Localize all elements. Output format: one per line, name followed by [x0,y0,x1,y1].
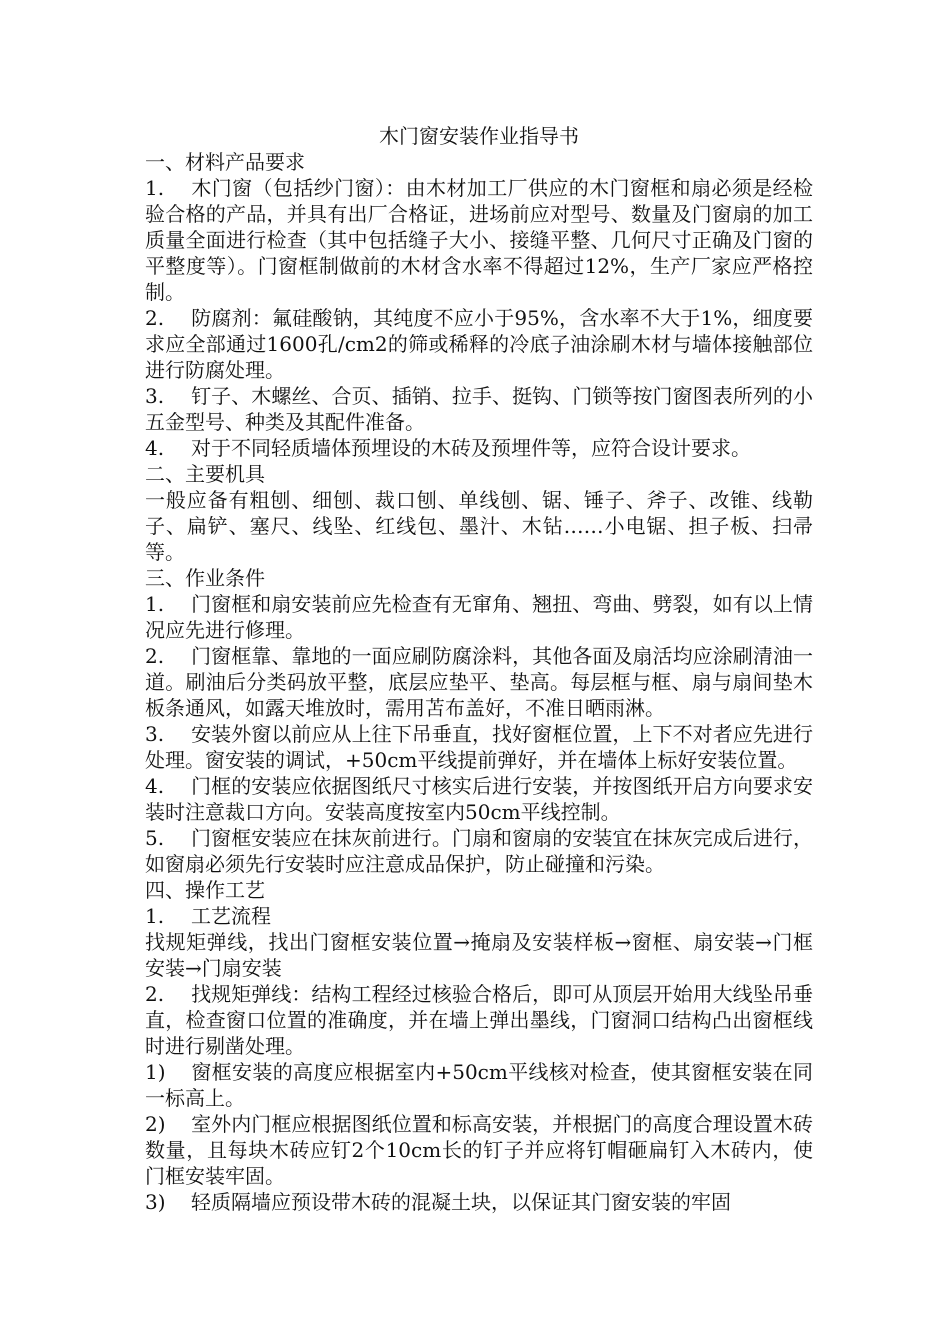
section-materials [145,149,813,461]
paragraph [145,825,813,877]
paragraph-text: 一般应备有粗刨、细刨、裁口刨、单线刨、锯、锤子、斧子、改锥、线勒子、扁铲、塞尺、线坠、红线包、墨汁、木钻……小电锯、担子板、扫帚等。 [145,488,813,564]
paragraph [145,929,813,981]
paragraph [145,903,813,929]
paragraph-text: 工艺流程 [191,904,271,928]
document-page [145,123,813,1215]
paragraph [145,487,813,565]
paragraph-text: 找规矩弹线：结构工程经过核验合格后，即可从顶层开始用大线坠吊垂直，检查窗口位置的准确度，并在墙上弹出墨线，门窗洞口结构凸出窗框线时进行剔凿处理。 [145,982,813,1058]
section-heading: 一、材料产品要求 [145,150,305,174]
paragraph [145,643,813,721]
paragraph [145,1059,813,1111]
section-tools [145,461,813,565]
paragraph [145,591,813,643]
paragraph-number: 3) [145,1190,166,1214]
paragraph [145,1111,813,1189]
paragraph-text: 门框的安装应依据图纸尺寸核实后进行安装，并按图纸开启方向要求安装时注意裁口方向。安装高度按室内50cm平线控制。 [145,774,813,824]
paragraph-text: 室外内门框应根据图纸位置和标高安装，并根据门的高度合理设置木砖数量，且每块木砖应钉2个10cm长的钉子并应将钉帽砸扁钉入木砖内，使门框安装牢固。 [145,1112,813,1188]
paragraph-number: 2. [145,644,165,668]
paragraph-number: 2) [145,1112,166,1136]
paragraph-text: 对于不同轻质墙体预埋设的木砖及预埋件等，应符合设计要求。 [191,436,751,460]
paragraph-text: 轻质隔墙应预设带木砖的混凝土块，以保证其门窗安装的牢固 [191,1190,731,1214]
paragraph-text: 防腐剂：氟硅酸钠，其纯度不应小于95%，含水率不大于1%，细度要求应全部通过1600孔/cm2的筛或稀释的冷底子油涂刷木材与墙体接触部位进行防腐处理。 [145,306,813,382]
paragraph [145,1189,813,1215]
paragraph-text: 窗框安装的高度应根据室内+50cm平线核对检查，使其窗框安装在同一标高上。 [145,1060,813,1110]
document-title: 木门窗安装作业指导书 [379,124,579,148]
section-heading: 二、主要机具 [145,462,265,486]
paragraph-number: 4. [145,774,165,798]
section-heading: 三、作业条件 [145,566,265,590]
paragraph-number: 5. [145,826,165,850]
paragraph-number: 3. [145,384,165,408]
paragraph-number: 1. [145,592,165,616]
paragraph-text: 木门窗（包括纱门窗）：由木材加工厂供应的木门窗框和扇必须是经检验合格的产品，并具有出厂合格证，进场前应对型号、数量及门窗扇的加工质量全面进行检查（其中包括缝子大小、接缝平整、几何尺寸正确及门窗的平整度等）。门窗框制做前的木材含水率不得超过12%，生产厂家应严格控制。 [145,176,813,304]
paragraph-number: 1. [145,904,165,928]
paragraph-number: 2. [145,982,165,1006]
section-conditions [145,565,813,877]
section-process [145,877,813,1215]
paragraph-text: 门窗框靠、靠地的一面应刷防腐涂料，其他各面及扇活均应涂刷清油一道。刷油后分类码放平整，底层应垫平、垫高。每层框与框、扇与扇间垫木板条通风，如露天堆放时，需用苫布盖好，不准日晒雨淋。 [145,644,813,720]
paragraph [145,305,813,383]
paragraph-number: 4. [145,436,165,460]
paragraph-number: 1) [145,1060,166,1084]
paragraph [145,175,813,305]
paragraph-number: 2. [145,306,165,330]
paragraph-text: 门窗框安装应在抹灰前进行。门扇和窗扇的安装宜在抹灰完成后进行，如窗扇必须先行安装时应注意成品保护，防止碰撞和污染。 [145,826,813,876]
paragraph-text: 安装外窗以前应从上往下吊垂直，找好窗框位置，上下不对者应先进行处理。窗安装的调试，+50cm平线提前弹好，并在墙体上标好安装位置。 [145,722,813,772]
paragraph [145,383,813,435]
paragraph [145,721,813,773]
paragraph-number: 1. [145,176,165,200]
paragraph [145,981,813,1059]
paragraph-text: 门窗框和扇安装前应先检查有无窜角、翘扭、弯曲、劈裂，如有以上情况应先进行修理。 [145,592,813,642]
paragraph-number: 3. [145,722,165,746]
paragraph-text: 找规矩弹线，找出门窗框安装位置→掩扇及安装样板→窗框、扇安装→门框安装→门扇安装 [145,930,813,980]
paragraph [145,435,813,461]
section-heading: 四、操作工艺 [145,878,265,902]
paragraph [145,773,813,825]
paragraph-text: 钉子、木螺丝、合页、插销、拉手、挺钩、门锁等按门窗图表所列的小五金型号、种类及其配件准备。 [145,384,813,434]
